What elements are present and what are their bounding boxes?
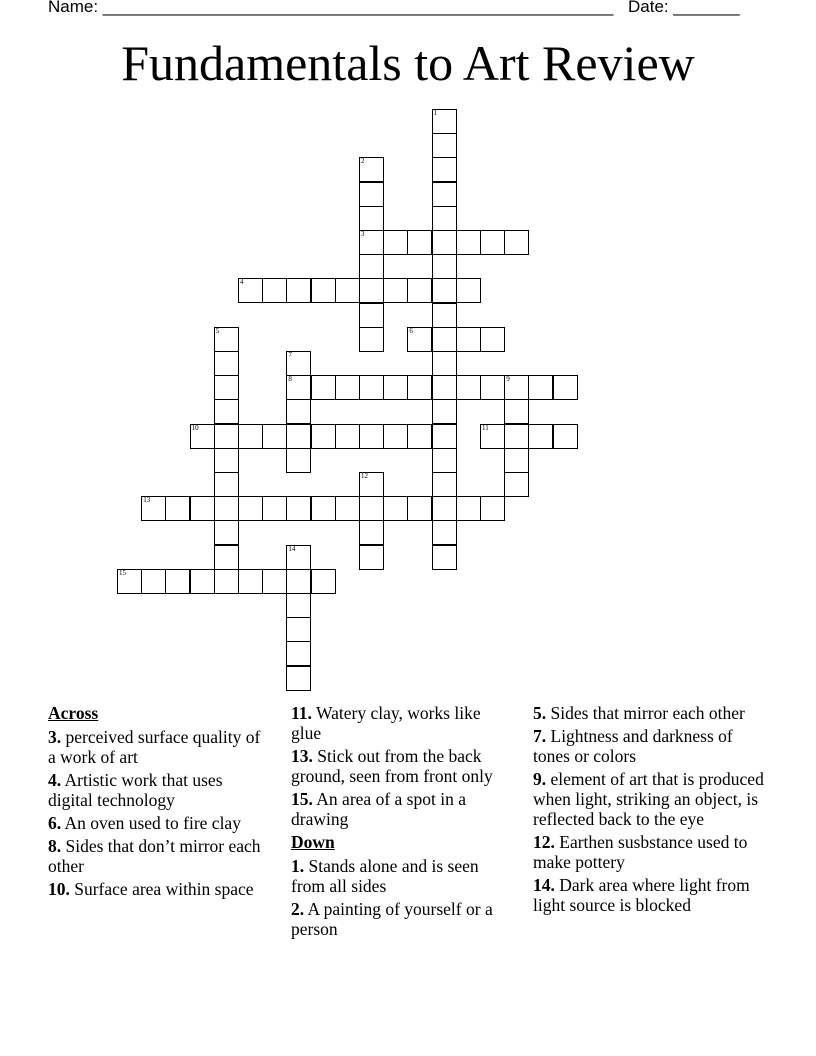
grid-cell[interactable] xyxy=(190,496,215,521)
clue-down-14: 14. Dark area where light from light source is blocked xyxy=(533,875,750,915)
grid-cell[interactable] xyxy=(262,424,287,449)
grid-cell[interactable] xyxy=(359,327,384,352)
grid-cell[interactable] xyxy=(190,424,215,449)
grid-cell[interactable] xyxy=(286,641,311,666)
grid-cell[interactable] xyxy=(286,617,311,642)
grid-cell[interactable] xyxy=(432,278,457,303)
grid-cell[interactable] xyxy=(432,351,457,376)
clue-number: 10 xyxy=(191,423,199,432)
clue-number: 13 xyxy=(143,496,151,505)
across-heading: Across xyxy=(48,703,99,723)
grid-cell[interactable] xyxy=(214,472,239,497)
grid-cell[interactable] xyxy=(432,399,457,424)
grid-cell[interactable] xyxy=(335,424,360,449)
page-title: Fundamentals to Art Review xyxy=(121,35,695,91)
grid-cell[interactable] xyxy=(528,375,553,400)
grid-cell[interactable] xyxy=(553,424,578,449)
grid-cell[interactable] xyxy=(432,327,457,352)
grid-cell[interactable] xyxy=(407,230,432,255)
grid-cell[interactable] xyxy=(286,448,311,473)
grid-cell[interactable] xyxy=(456,278,481,303)
grid-cell[interactable] xyxy=(238,569,263,594)
grid-cell[interactable] xyxy=(407,496,432,521)
grid-cell[interactable] xyxy=(432,182,457,207)
grid-cell[interactable] xyxy=(383,230,408,255)
grid-cell[interactable] xyxy=(335,278,360,303)
grid-cell[interactable] xyxy=(214,448,239,473)
grid-cell[interactable] xyxy=(407,424,432,449)
grid-cell[interactable] xyxy=(432,109,457,134)
grid-cell[interactable] xyxy=(286,424,311,449)
clue-number: 6 xyxy=(409,326,413,335)
grid-cell[interactable] xyxy=(214,399,239,424)
grid-cell[interactable] xyxy=(383,424,408,449)
grid-cell[interactable] xyxy=(432,448,457,473)
grid-cell[interactable] xyxy=(214,327,239,352)
clue-across-6: 6. An oven used to fire clay xyxy=(48,813,241,833)
grid-cell[interactable] xyxy=(190,569,215,594)
grid-cell[interactable] xyxy=(359,496,384,521)
grid-cell[interactable] xyxy=(432,545,457,570)
clue-down-1: 1. Stands alone and is seen from all sides xyxy=(291,856,479,896)
grid-cell[interactable] xyxy=(286,545,311,570)
grid-cell[interactable] xyxy=(214,351,239,376)
grid-cell[interactable] xyxy=(504,448,529,473)
clue-down-7: 7. Lightness and darkness of tones or colors xyxy=(533,726,733,766)
grid-cell[interactable] xyxy=(286,593,311,618)
clue-across-3: 3. perceived surface quality of a work of art xyxy=(48,727,261,767)
grid-cell[interactable] xyxy=(214,520,239,545)
grid-cell[interactable] xyxy=(359,254,384,279)
grid-cell[interactable] xyxy=(407,278,432,303)
grid-cell[interactable] xyxy=(262,278,287,303)
grid-cell[interactable] xyxy=(335,496,360,521)
grid-cell[interactable] xyxy=(432,520,457,545)
grid-cell[interactable] xyxy=(553,375,578,400)
grid-cell[interactable] xyxy=(359,278,384,303)
grid-cell[interactable] xyxy=(238,278,263,303)
clues-column-3 xyxy=(533,703,768,918)
clue-number: 5 xyxy=(215,326,220,335)
grid-cell[interactable] xyxy=(456,496,481,521)
clue-number: 4 xyxy=(240,278,244,287)
grid-cell[interactable] xyxy=(359,545,384,570)
clue-across-10: 10. Surface area within space xyxy=(48,879,254,899)
grid-cell[interactable] xyxy=(480,496,505,521)
grid-cell[interactable] xyxy=(286,569,311,594)
clue-down-2: 2. A painting of yourself or a person xyxy=(291,899,493,939)
clue-across-8: 8. Sides that don’t mirror each other xyxy=(48,836,261,876)
grid-cell[interactable] xyxy=(262,496,287,521)
date-field-label: Date: _______ xyxy=(628,0,740,16)
clues-column-2 xyxy=(291,703,506,942)
grid-cell[interactable] xyxy=(432,496,457,521)
grid-cell[interactable] xyxy=(504,375,529,400)
grid-cell[interactable] xyxy=(214,375,239,400)
grid-cell[interactable] xyxy=(311,278,336,303)
grid-cell[interactable] xyxy=(359,424,384,449)
grid-cell[interactable] xyxy=(165,569,190,594)
clue-number: 3 xyxy=(361,230,365,238)
grid-cell[interactable] xyxy=(286,496,311,521)
clue-number: 15 xyxy=(119,568,126,577)
grid-cell[interactable] xyxy=(286,351,311,376)
down-heading: Down xyxy=(291,832,335,852)
grid-cell[interactable] xyxy=(504,230,529,255)
clue-across-13: 13. Stick out from the back ground, seen from front only xyxy=(291,746,493,786)
grid-cell[interactable] xyxy=(214,569,239,594)
grid-cell[interactable] xyxy=(335,375,360,400)
grid-cell[interactable] xyxy=(214,545,239,570)
grid-cell[interactable] xyxy=(311,496,336,521)
grid-cell[interactable] xyxy=(359,230,384,255)
grid-cell[interactable] xyxy=(383,496,408,521)
grid-cell[interactable] xyxy=(262,569,287,594)
clue-number: 9 xyxy=(506,375,510,384)
grid-cell[interactable] xyxy=(504,424,529,449)
grid-cell[interactable] xyxy=(480,230,505,255)
grid-cell[interactable] xyxy=(359,520,384,545)
grid-cell[interactable] xyxy=(214,424,239,449)
grid-cell[interactable] xyxy=(286,399,311,424)
clue-down-9: 9. element of art that is produced when light, striking an object, is reflected back to the eye xyxy=(533,769,764,829)
grid-cell[interactable] xyxy=(480,375,505,400)
grid-cell[interactable] xyxy=(238,424,263,449)
grid-cell[interactable] xyxy=(359,157,384,182)
grid-cell[interactable] xyxy=(456,230,481,255)
grid-cell[interactable] xyxy=(359,472,384,497)
grid-cell[interactable] xyxy=(311,424,336,449)
clue-number: 2 xyxy=(361,157,365,166)
grid-cell[interactable] xyxy=(359,206,384,231)
clue-number: 8 xyxy=(288,375,292,384)
clue-number: 14 xyxy=(288,544,296,553)
grid-cell[interactable] xyxy=(141,569,166,594)
clue-across-15: 15. An area of a spot in a drawing xyxy=(291,789,466,829)
grid-cell[interactable] xyxy=(432,230,457,255)
grid-cell[interactable] xyxy=(383,278,408,303)
grid-cell[interactable] xyxy=(311,375,336,400)
grid-cell[interactable] xyxy=(407,327,432,352)
grid-cell[interactable] xyxy=(432,206,457,231)
grid-cell[interactable] xyxy=(141,496,166,521)
grid-cell[interactable] xyxy=(286,375,311,400)
grid-cell[interactable] xyxy=(432,254,457,279)
grid-cell[interactable] xyxy=(359,375,384,400)
grid-cell[interactable] xyxy=(359,303,384,328)
clue-across-4: 4. Artistic work that uses digital technology xyxy=(48,770,223,810)
grid-cell[interactable] xyxy=(383,375,408,400)
clues-column-1 xyxy=(48,703,263,902)
grid-cell[interactable] xyxy=(504,472,529,497)
grid-cell[interactable] xyxy=(432,303,457,328)
grid-cell[interactable] xyxy=(359,182,384,207)
grid-cell[interactable] xyxy=(456,375,481,400)
clue-across-11: 11. Watery clay, works like glue xyxy=(291,703,481,743)
clue-down-5: 5. Sides that mirror each other xyxy=(533,703,745,723)
grid-cell[interactable] xyxy=(504,399,529,424)
grid-cell[interactable] xyxy=(407,375,432,400)
name-field-label: Name: ______________________________________________________ xyxy=(48,0,614,16)
grid-cell[interactable] xyxy=(286,278,311,303)
grid-cell[interactable] xyxy=(214,496,239,521)
grid-cell[interactable] xyxy=(432,424,457,449)
grid-cell[interactable] xyxy=(311,569,336,594)
grid-cell[interactable] xyxy=(165,496,190,521)
clue-number: 11 xyxy=(482,423,489,432)
grid-cell[interactable] xyxy=(480,327,505,352)
grid-cell[interactable] xyxy=(238,496,263,521)
clue-number: 7 xyxy=(288,351,292,359)
clue-number: 12 xyxy=(361,472,368,480)
grid-cell[interactable] xyxy=(528,424,553,449)
clue-down-12: 12. Earthen susbstance used to make pottery xyxy=(533,832,748,872)
grid-cell[interactable] xyxy=(480,424,505,449)
grid-cell[interactable] xyxy=(432,472,457,497)
grid-cell[interactable] xyxy=(286,666,311,691)
grid-cell[interactable] xyxy=(456,327,481,352)
clue-number: 1 xyxy=(433,109,438,117)
grid-cell[interactable] xyxy=(432,157,457,182)
grid-cell[interactable] xyxy=(432,375,457,400)
grid-cell[interactable] xyxy=(432,133,457,158)
grid-cell[interactable] xyxy=(117,569,142,594)
